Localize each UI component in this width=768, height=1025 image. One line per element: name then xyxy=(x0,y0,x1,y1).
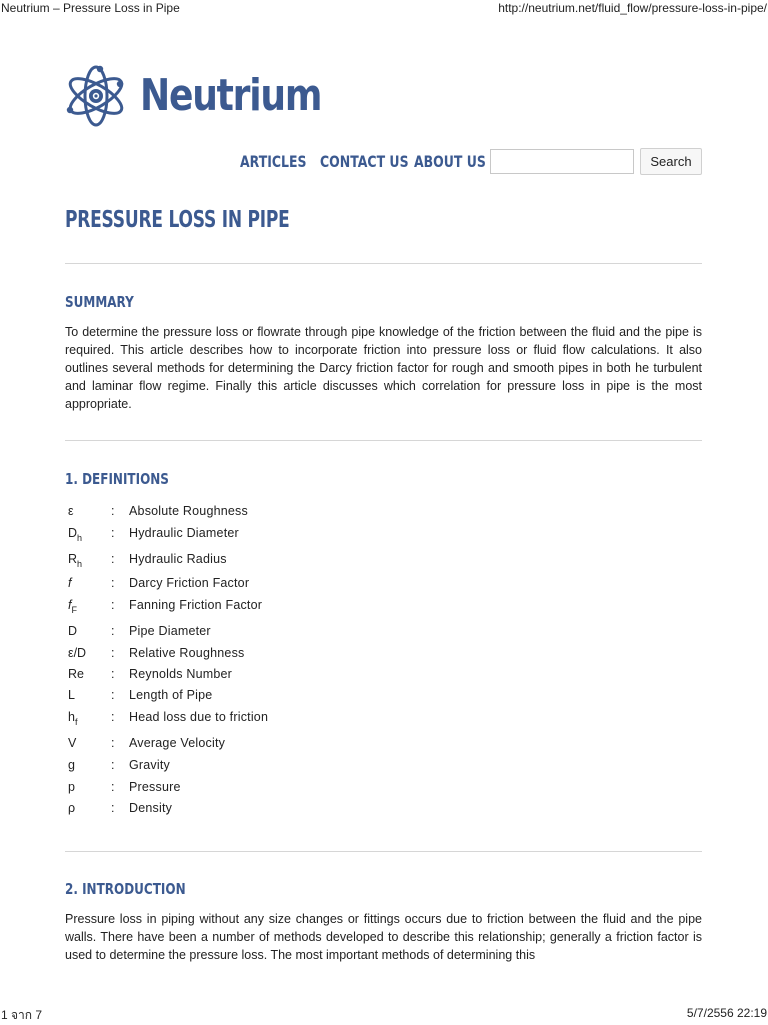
definition-row xyxy=(68,664,468,685)
search-input[interactable] xyxy=(490,149,634,174)
section-heading-summary: SUMMARY xyxy=(65,293,134,311)
definition-symbol-subscript: h xyxy=(77,533,83,543)
definition-symbol xyxy=(68,624,77,638)
definition-row xyxy=(68,573,468,595)
section-heading-definitions: 1. DEFINITIONS xyxy=(65,470,169,488)
definitions-list xyxy=(68,501,468,819)
definition-meaning: Average Velocity xyxy=(129,736,226,750)
definition-symbol-main: D xyxy=(68,624,78,638)
definition-separator: : xyxy=(111,758,115,772)
print-page-number: 1 จาก 7 xyxy=(1,1008,43,1022)
definition-separator: : xyxy=(111,688,115,702)
definition-meaning: Head loss due to friction xyxy=(129,710,269,724)
definition-symbol-main: ρ xyxy=(68,801,76,815)
page-title: PRESSURE LOSS IN PIPE xyxy=(65,207,290,233)
atom-icon xyxy=(64,64,128,128)
section-heading-introduction: 2. INTRODUCTION xyxy=(65,880,186,898)
print-page-url: http://neutrium.net/fluid_flow/pressure-loss-in-pipe/ xyxy=(498,1,767,15)
definition-row xyxy=(68,643,468,664)
definition-symbol-main: ε xyxy=(68,504,74,518)
definition-meaning: Hydraulic Radius xyxy=(129,552,227,566)
definition-symbol xyxy=(68,646,86,660)
definition-symbol xyxy=(68,736,76,750)
definition-row xyxy=(68,685,468,707)
nav-about-us-link[interactable]: ABOUT US xyxy=(414,152,486,171)
definition-symbol xyxy=(68,526,82,543)
search-button[interactable]: Search xyxy=(640,148,702,175)
summary-paragraph: To determine the pressure loss or flowrate through pipe knowledge of the friction between the fluid and the pipe is required. This article describes how to incorporate friction into pressure loss or fluid flow calculations. It also outlines several methods for determining the Darcy friction factor for rough and smooth pipes in both he turbulent and laminar flow regime. Finally this article discusses which correlation for pressure loss in pipe is the most appropriate. xyxy=(65,325,702,411)
definition-symbol-main: ε/D xyxy=(68,646,87,660)
definition-row xyxy=(68,621,468,643)
definition-symbol xyxy=(68,667,84,681)
print-datetime: 5/7/2556 22:19 xyxy=(686,1006,767,1020)
definition-symbol-main: f xyxy=(68,598,72,612)
definition-row xyxy=(68,777,468,798)
definition-meaning: Gravity xyxy=(129,758,170,772)
definition-separator: : xyxy=(111,526,115,540)
definition-meaning: Hydraulic Diameter xyxy=(129,526,239,540)
definition-row xyxy=(68,707,468,733)
definition-symbol-main: p xyxy=(68,780,75,794)
definition-symbol-main: g xyxy=(68,758,75,772)
site-logo[interactable] xyxy=(64,64,322,128)
definition-row xyxy=(68,595,468,621)
definition-symbol-main: f xyxy=(68,576,72,590)
definition-row xyxy=(68,798,468,819)
definition-symbol xyxy=(68,801,75,815)
definition-meaning: Darcy Friction Factor xyxy=(129,576,250,590)
definition-symbol xyxy=(68,598,77,615)
definition-meaning: Pressure xyxy=(129,780,181,794)
definition-symbol xyxy=(68,504,74,518)
print-header xyxy=(0,1,768,17)
definition-separator: : xyxy=(111,780,115,794)
definition-symbol xyxy=(68,780,75,794)
definition-separator: : xyxy=(111,646,115,660)
definition-separator: : xyxy=(111,710,115,724)
divider xyxy=(65,440,702,441)
definition-separator: : xyxy=(111,552,115,566)
nav-articles-link[interactable]: ARTICLES xyxy=(240,152,307,171)
definition-separator: : xyxy=(111,576,115,590)
definition-separator: : xyxy=(111,624,115,638)
brand-name: Neutrium xyxy=(140,70,322,121)
definition-separator: : xyxy=(111,736,115,750)
definition-meaning: Length of Pipe xyxy=(129,688,213,702)
definition-row xyxy=(68,549,468,573)
definition-symbol xyxy=(68,758,75,772)
definition-symbol-main: L xyxy=(68,688,75,702)
definition-symbol-main: Re xyxy=(68,667,84,681)
definition-meaning: Reynolds Number xyxy=(129,667,233,681)
definition-symbol-subscript: f xyxy=(74,717,78,727)
definition-symbol-main: R xyxy=(68,552,78,566)
print-page-title: Neutrium – Pressure Loss in Pipe xyxy=(1,1,180,15)
definition-symbol xyxy=(68,552,82,569)
print-footer xyxy=(0,1006,768,1022)
divider xyxy=(65,851,702,852)
definition-separator: : xyxy=(111,667,115,681)
definition-meaning: Absolute Roughness xyxy=(129,504,248,518)
divider xyxy=(65,263,702,264)
definition-symbol-main: V xyxy=(68,736,77,750)
definition-symbol xyxy=(68,576,71,590)
definition-symbol-main: h xyxy=(68,710,75,724)
definition-symbol-subscript: h xyxy=(77,559,83,569)
definition-symbol xyxy=(68,688,75,702)
definition-separator: : xyxy=(111,504,115,518)
definition-row xyxy=(68,755,468,777)
nav-contact-us-link[interactable]: CONTACT US xyxy=(320,152,409,171)
definition-separator: : xyxy=(111,801,115,815)
definition-symbol-subscript: F xyxy=(71,605,77,615)
definition-row xyxy=(68,501,468,523)
definition-symbol xyxy=(68,710,77,727)
definition-row xyxy=(68,733,468,755)
definition-meaning: Pipe Diameter xyxy=(129,624,211,638)
definition-symbol-main: D xyxy=(68,526,78,540)
definition-meaning: Density xyxy=(129,801,173,815)
definition-meaning: Fanning Friction Factor xyxy=(129,598,263,612)
definition-separator: : xyxy=(111,598,115,612)
definition-meaning: Relative Roughness xyxy=(129,646,245,660)
introduction-paragraph: Pressure loss in piping without any size changes or fittings occurs due to friction between the fluid and the pipe walls. There have been a number of methods developed to describe this relationship; generally a friction factor is used to determine the pressure loss. The most important methods of determining this xyxy=(65,912,702,962)
definition-row xyxy=(68,523,468,549)
